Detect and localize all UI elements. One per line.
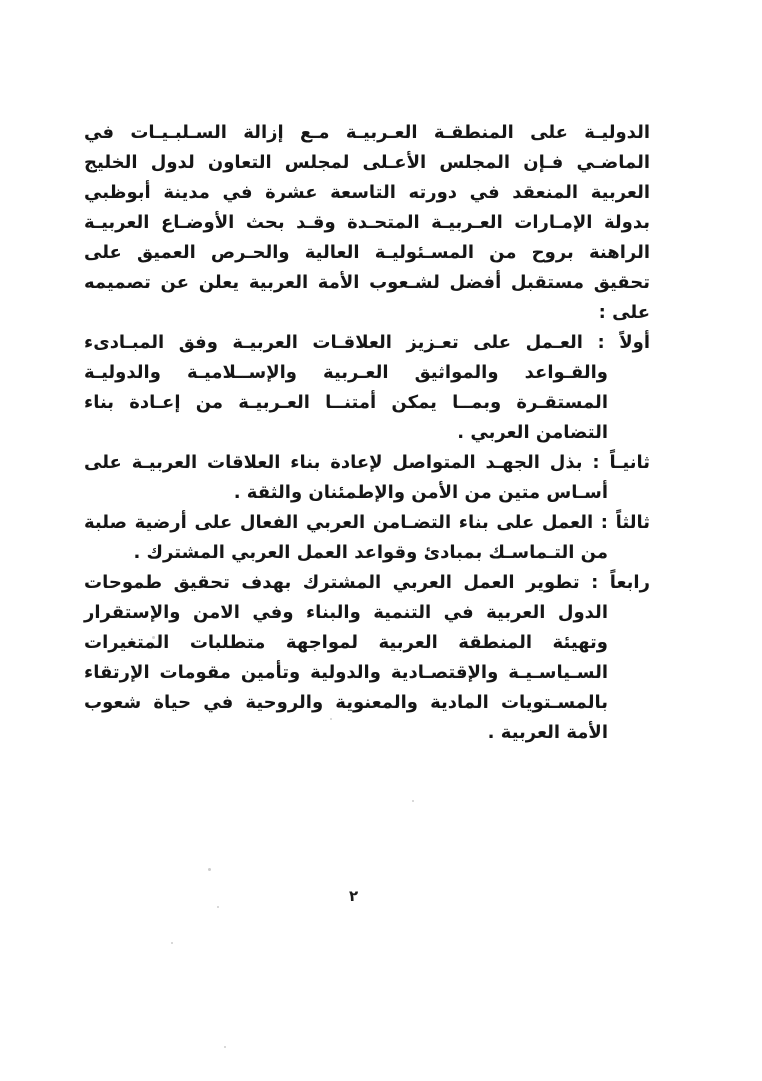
item-2-text: بذل الجهـد المتواصل لإعادة بناء العلاقات العربيـة على أسـاس متين من الأمن والإطمئنان والثقة . bbox=[84, 452, 608, 503]
scan-speck bbox=[412, 800, 414, 802]
resolution-items bbox=[84, 328, 650, 748]
item-1-text: العـمل على تعـزيز العلاقـات العربيـة وفق المبـادىء والقـواعد والمواثيق العـربية والإســلاميـة والدوليـة المستقـرة وبمــا يمكن أمتنــا العـربيـة من إعـادة بناء التضامن العربي . bbox=[84, 332, 608, 443]
scan-speck bbox=[152, 636, 155, 639]
resolution-item-1 bbox=[84, 328, 650, 448]
scan-speck bbox=[217, 906, 219, 908]
item-4-ordinal-label: رابعاً : bbox=[591, 572, 650, 593]
document-text-block bbox=[84, 118, 650, 748]
scan-speck bbox=[224, 1046, 226, 1048]
item-1-ordinal-label: أولاً : bbox=[597, 332, 650, 353]
resolution-item-2 bbox=[84, 448, 650, 508]
scan-speck bbox=[208, 868, 211, 871]
page-number: ٢ bbox=[349, 887, 359, 905]
item-3-text: العمل على بناء التضـامن العربي الفعال على أرضية صلبة من التـماسـك بمبادئ وقواعد العمل العربي المشترك . bbox=[84, 512, 608, 563]
item-3-ordinal-label: ثالثاً : bbox=[600, 512, 650, 533]
item-2-ordinal-label: ثانيـاً : bbox=[592, 452, 651, 473]
scan-speck bbox=[171, 942, 173, 944]
item-4-text: تطوير العمل العربي المشترك بهدف تحقيق طموحات الدول العربية في التنمية والبناء وفي الامن والإستقرار وتهيئة المنطقة العربية لمواجهة متطلبات المتغيرات السـياسـيـة والإقتصـادية والدولية وتأمين مقومات الإرتقاء بالمسـتويات المادية والمعنوية والروحية في حياة شعوب الأمة العربية . bbox=[84, 572, 608, 743]
opening-paragraph: الدوليـة على المنطقـة العـربيـة مـع إزالة السـلبـيـات في الماضـي فـإن المجلس الأعـلى لمجلس التعاون لدول الخليج العربية المنعقد في دورته التاسعة عشرة في مدينة أبوظبي بدولة الإمـارات العـربيـة المتحـدة وقـد بحث الأوضـاع العربيـة الراهنة بروح من المسـئوليـة العالية والحـرص العميق على تحقيق مستقبل أفضل لشـعوب الأمة العربية يعلن عن تصميمه على : bbox=[84, 122, 650, 323]
scan-speck bbox=[330, 718, 332, 720]
resolution-item-4 bbox=[84, 568, 650, 748]
resolution-item-3 bbox=[84, 508, 650, 568]
